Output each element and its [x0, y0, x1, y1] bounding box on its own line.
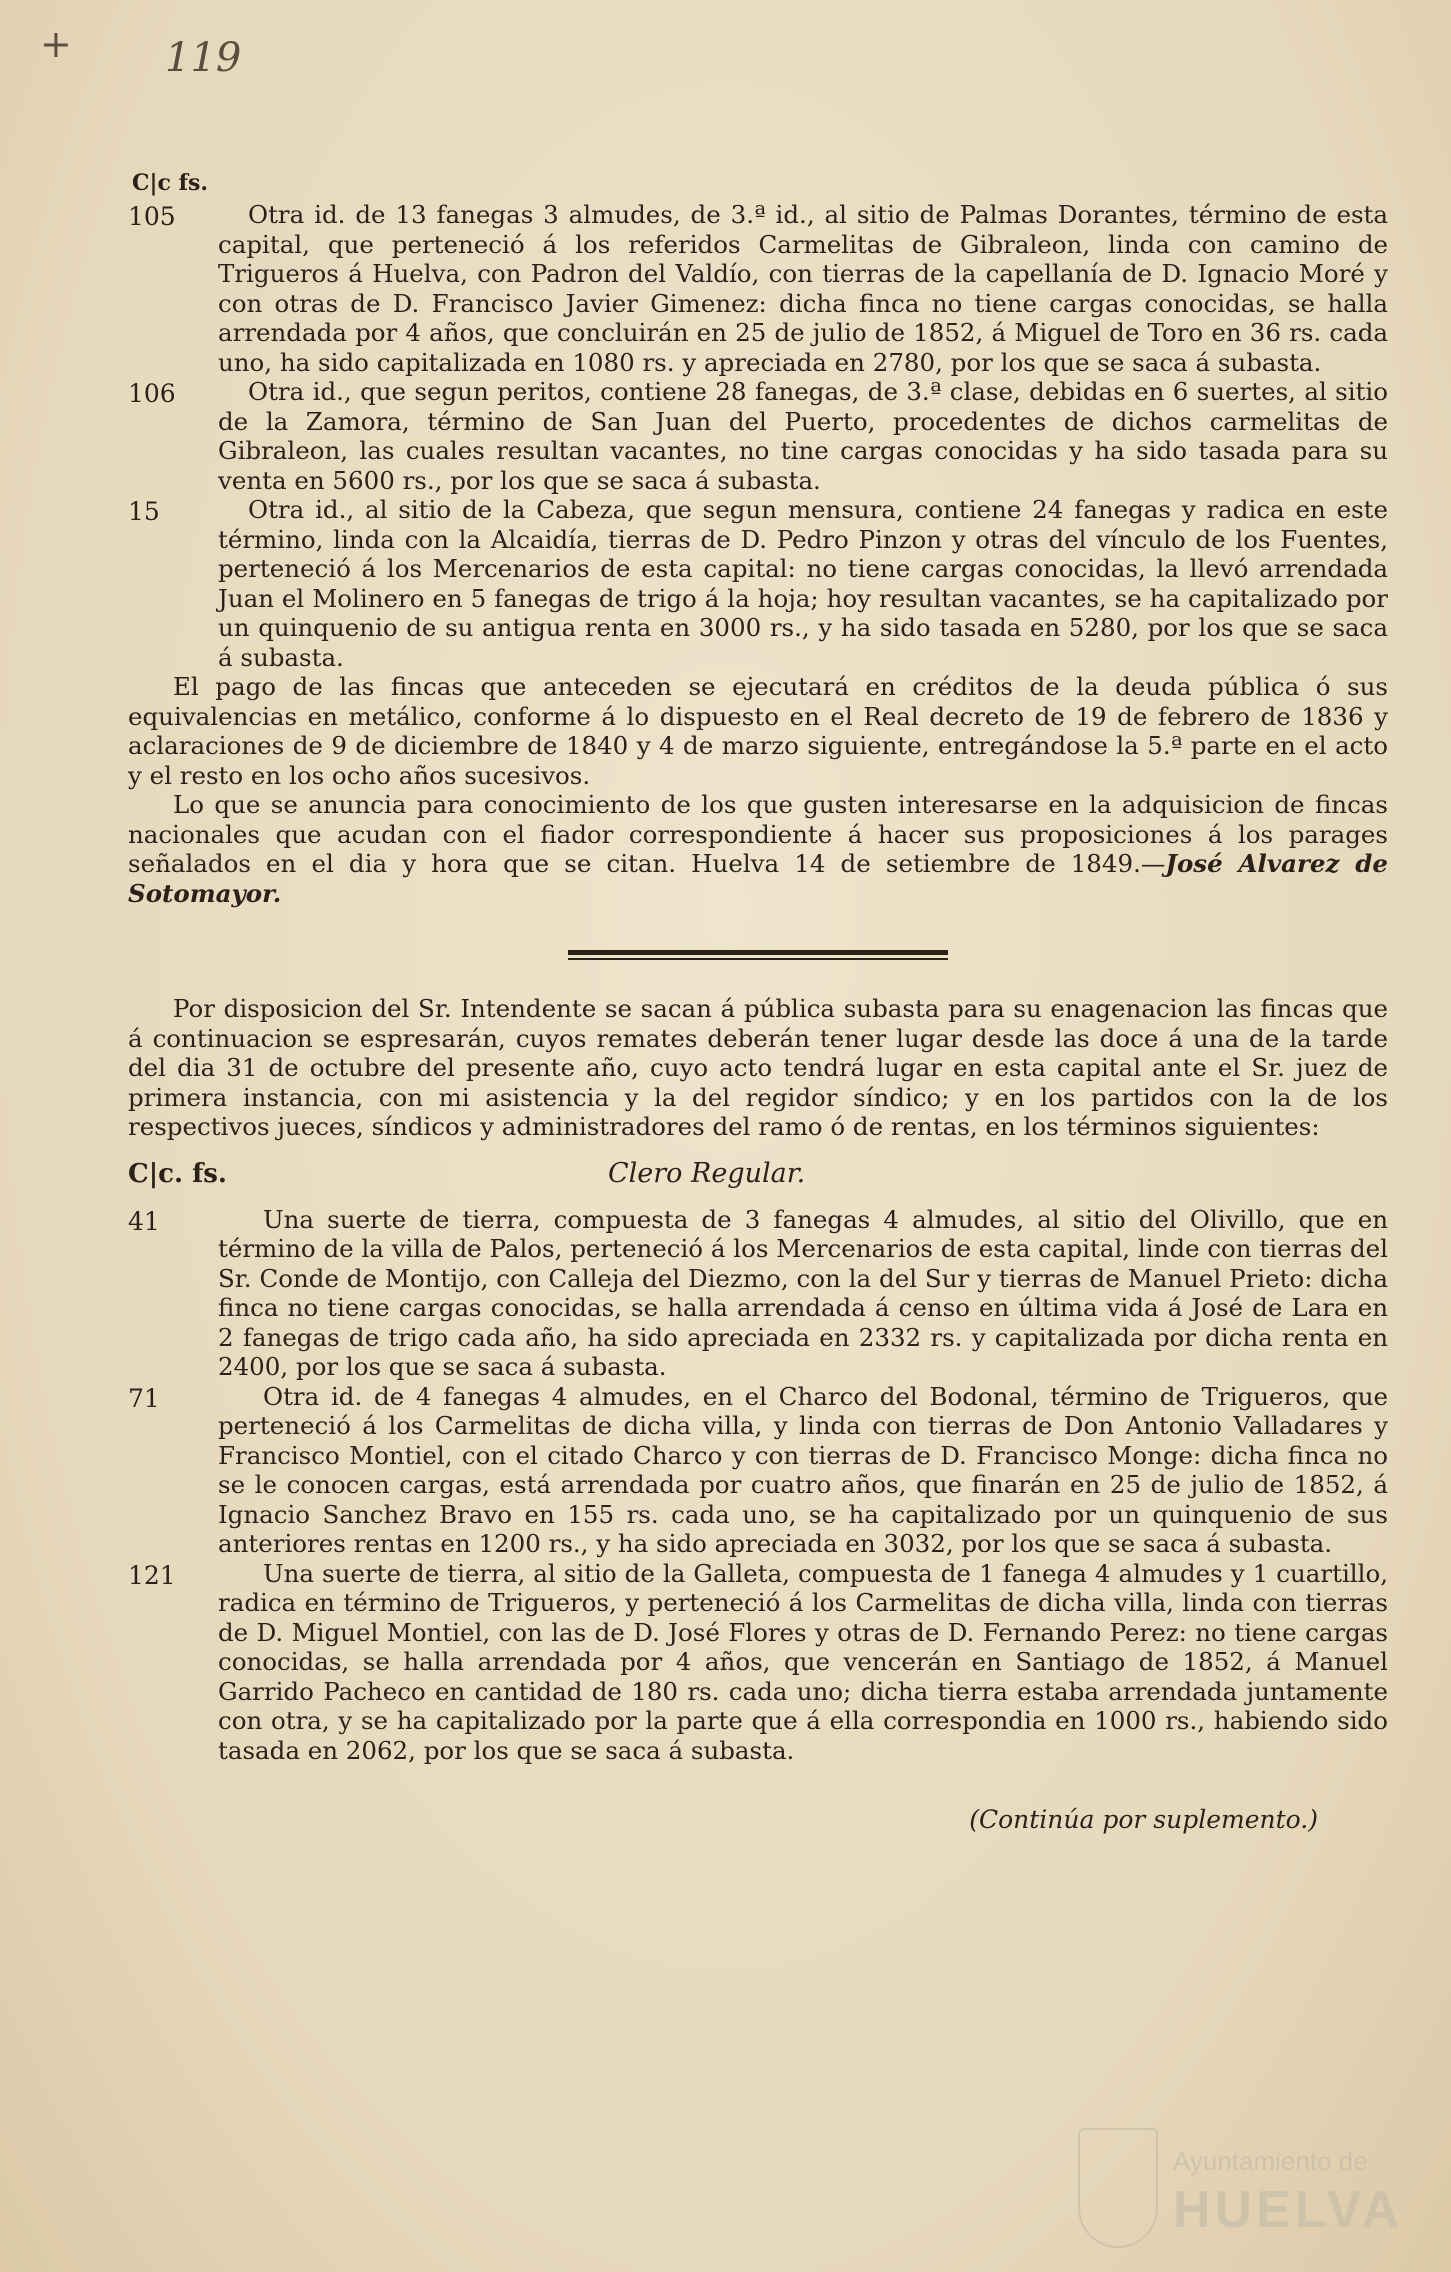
announcement-text: Lo que se anuncia para conocimiento de los que gusten interesarse en la adquisicion de fincas nacionales que acudan con el fiador correspondiente á hacer sus proposiciones á los parages señalados en el dia y hora que se citan. Huelva 14 de setiembre de 1849.— [128, 790, 1388, 878]
column-header-fs: C|c fs. [132, 170, 209, 196]
payment-paragraph: El pago de las fincas que anteceden se ejecutará en créditos de la deuda pública ó sus equivalencias en metálico, conforme á lo dispuesto en el Real decreto de 19 de febrero de 1836 y aclaraciones de 9 de diciembre de 1840 y 4 de marzo siguiente, entregándose la 5.ª parte en el acto y el resto en los ocho años sucesivos. [128, 672, 1388, 790]
entry-text: Una suerte de tierra, al sitio de la Galleta, compuesta de 1 fanega 4 almudes y 1 cuartillo, radica en término de Trigueros, y perteneció á los Carmelitas de dicha villa, linda con tierras de D. Miguel Montiel, con las de D. José Flores y otras de D. Fernando Perez: no tiene cargas conocidas, se halla arrendada por 4 años, que vencerán en Santiago de 1852, á Manuel Garrido Pacheco en cantidad de 180 rs. cada uno; dicha tierra estaba arrendada juntamente con otra, y se ha capitalizado por la parte que á ella correspondia en 1000 rs., habiendo sido tasada en 2062, por los que se saca á subasta. [218, 1558, 1388, 1765]
entry-text: Otra id., que segun peritos, contiene 28 fanegas, de 3.ª clase, debidas en 6 suertes, al sitio de la Zamora, término de San Juan del Puerto, procedentes de dichos carmelitas de Gibraleon, las cuales resultan vacantes, no tine cargas conocidas y ha sido tasada para su venta en 5600 rs., por los que se saca á subasta. [218, 377, 1388, 495]
entry-folio: 15 [128, 497, 160, 526]
watermark-line1: Ayuntamiento de [1173, 2146, 1368, 2176]
second-announcement [128, 994, 1388, 1834]
entry-folio: 71 [128, 1383, 160, 1413]
entry-folio: 106 [128, 379, 176, 408]
continuation-note: (Continúa por suplemento.) [969, 1805, 1318, 1834]
watermark-line2: HUELVA [1173, 2181, 1404, 2239]
entry-text: Una suerte de tierra, compuesta de 3 fanegas 4 almudes, al sitio del Olivillo, que en término de la villa de Palos, perteneció á los Mercenarios de esta capital, linde con tierras del Sr. Conde de Montijo, con Calleja del Diezmo, con la del Sur y tierras de Manuel Prieto: dicha finca no tiene cargas conocidas, se halla arrendada á censo en última vida á José de Lara en 2 fanegas de trigo cada año, ha sido apreciada en 2332 rs. y capitalizada por dicha renta en 2400, por los que se saca á subasta. [218, 1204, 1388, 1381]
divider-thin-line [568, 958, 948, 960]
document-body [128, 170, 1388, 1834]
entry-folio: 105 [128, 202, 176, 231]
entry-folio: 41 [128, 1206, 160, 1236]
archive-watermark [1078, 2128, 1418, 2258]
handwritten-mark: + [40, 22, 72, 66]
entry-folio: 121 [128, 1560, 176, 1590]
section-header [128, 1158, 1388, 1189]
property-entry [128, 1559, 1388, 1766]
entry-text: Otra id. de 4 fanegas 4 almudes, en el Charco del Bodonal, término de Trigueros, que perteneció á los Carmelitas de dicha villa, y linda con tierras de Don Antonio Valladares y Francisco Montiel, con el citado Charco y con tierras de D. Francisco Monge: dicha finca no se le conocen cargas, está arrendada por cuatro años, que finarán en 25 de julio de 1852, á Ignacio Sanchez Bravo en 155 rs. cada uno, se ha capitalizado por un quinquenio de sus anteriores rentas en 1200 rs., y ha sido apreciada en 3032, por los que se saca á subasta. [218, 1381, 1388, 1558]
property-entry [128, 1205, 1388, 1382]
property-entry [128, 1382, 1388, 1559]
intro-paragraph: Por disposicion del Sr. Intendente se sacan á pública subasta para su enagenacion las fincas que á continuacion se espresarán, cuyos remates deberán tener lugar desde las doce á una de la tarde del dia 31 de octubre del presente año, cuyo acto tendrá lugar en esta capital ante el Sr. juez de primera instancia, con mi asistencia y la del regidor síndico; y en los partidos con la de los respectivos jueces, síndicos y administradores del ramo ó de rentas, en los términos siguientes: [128, 994, 1388, 1141]
entry-text: Otra id., al sitio de la Cabeza, que segun mensura, contiene 24 fanegas y radica en este término, linda con la Alcaidía, tierras de D. Pedro Pinzon y otras del vínculo de los Fuentes, perteneció á los Mercenarios de esta capital: no tiene cargas conocidas, la llevó arrendada Juan el Molinero en 5 fanegas de trigo á la hoja; hoy resultan vacantes, se ha capitalizado por un quinquenio de su antigua renta en 3000 rs., y ha sido tasada en 5280, por los que se saca á subasta. [218, 495, 1388, 672]
section-divider [568, 950, 948, 960]
section-title: Clero Regular. [608, 1157, 806, 1189]
announcement-paragraph [128, 790, 1388, 908]
property-entry [128, 200, 1388, 377]
coat-of-arms-icon [1078, 2128, 1158, 2248]
column-header-fs: C|c. fs. [128, 1158, 227, 1189]
property-entry [128, 377, 1388, 495]
handwritten-folio-number: 119 [165, 35, 242, 81]
signature: José Alvarez de Sotomayor. [128, 849, 1388, 908]
divider-thick-line [568, 950, 948, 955]
entry-text: Otra id. de 13 fanegas 3 almudes, de 3.ª id., al sitio de Palmas Dorantes, término de esta capital, que perteneció á los referidos Carmelitas de Gibraleon, linda con camino de Trigueros á Huelva, con Padron del Valdío, con tierras de la capellanía de D. Ignacio Moré y con otras de D. Francisco Javier Gimenez: dicha finca no tiene cargas conocidas, se halla arrendada por 4 años, que concluirán en 25 de julio de 1852, á Miguel de Toro en 36 rs. cada uno, ha sido capitalizada en 1080 rs. y apreciada en 2780, por los que se saca á subasta. [218, 200, 1388, 377]
property-entry [128, 495, 1388, 672]
